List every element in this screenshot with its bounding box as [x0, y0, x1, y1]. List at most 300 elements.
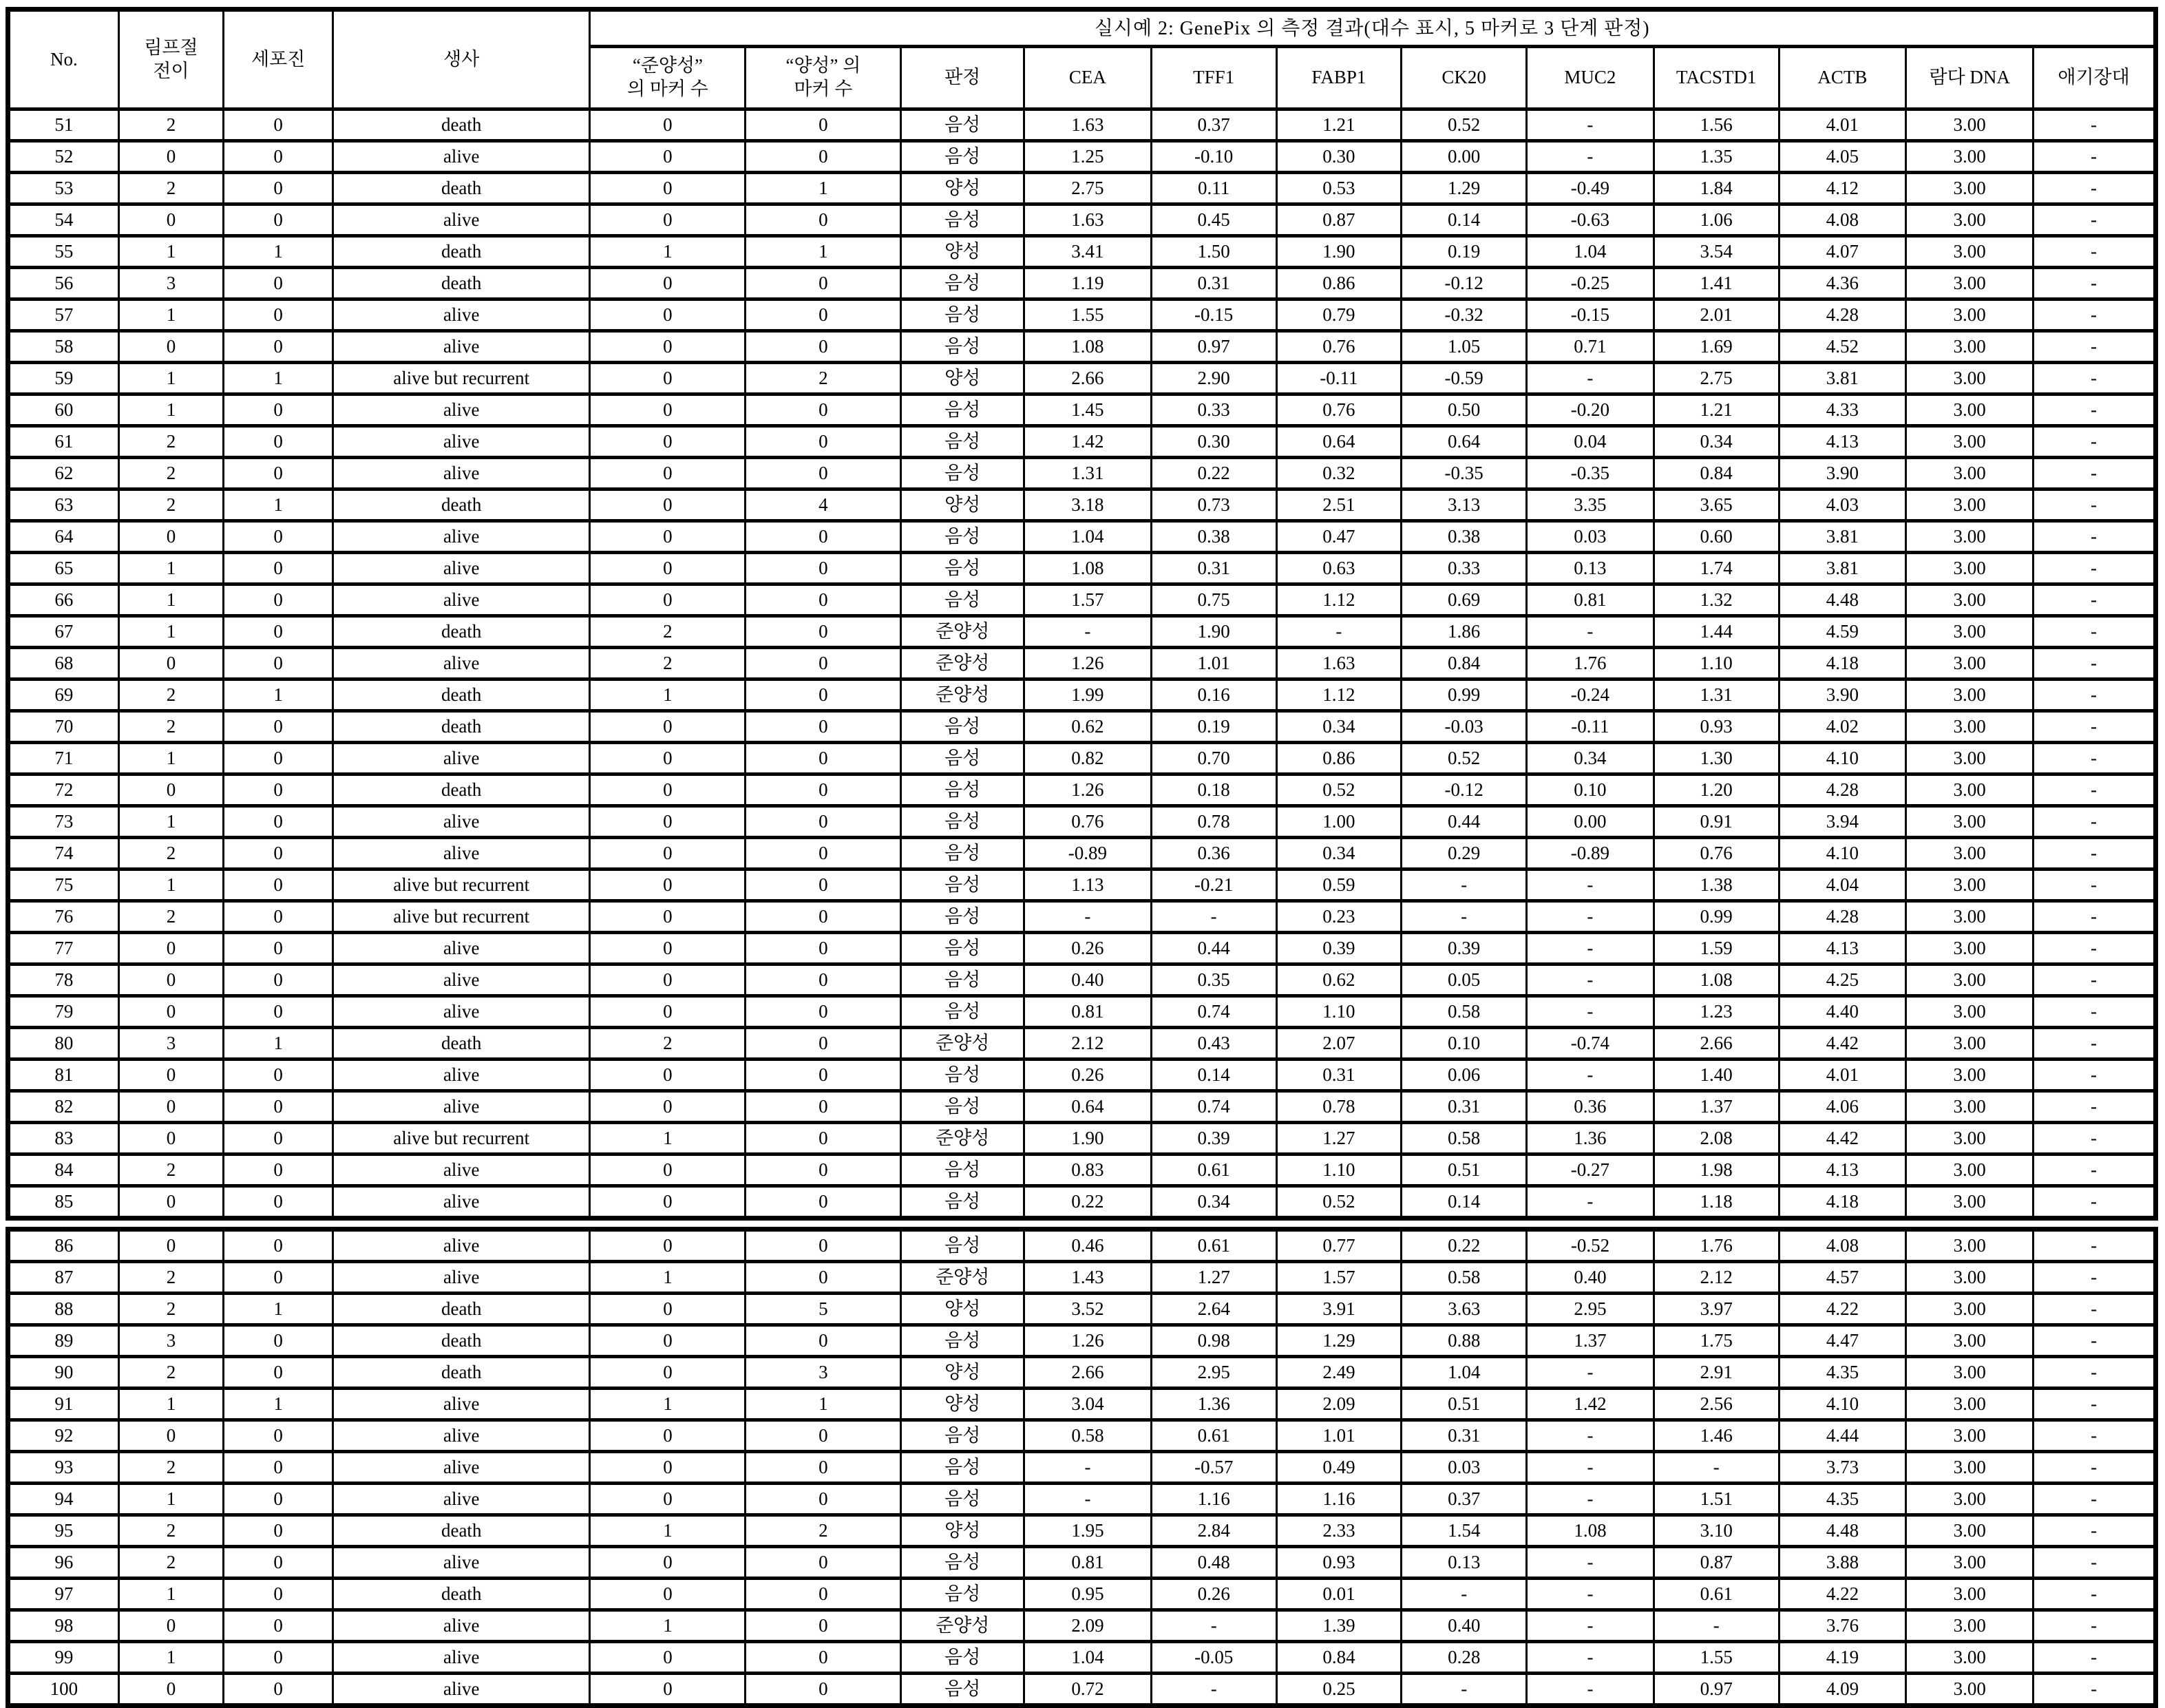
cell-fabp1: 0.01	[1276, 1579, 1402, 1610]
cell-survival: alive	[332, 1230, 590, 1262]
cell-semi_marker: 0	[590, 743, 746, 774]
cell-survival: alive	[332, 1059, 590, 1091]
cell-pos_marker: 0	[746, 426, 901, 458]
cell-no: 76	[8, 901, 119, 933]
cell-pos_marker: 0	[746, 584, 901, 616]
column-header-semipositive-marker-count: “준양성” 의 마커 수	[590, 47, 746, 109]
cell-arabidopsis: -	[2034, 1091, 2156, 1123]
cell-lambda_dna: 3.00	[1906, 1325, 2034, 1357]
cell-cea: 1.26	[1024, 1325, 1152, 1357]
cell-survival: death	[332, 236, 590, 268]
cell-arabidopsis: -	[2034, 1123, 2156, 1155]
cell-tff1: -0.21	[1151, 869, 1276, 901]
cell-arabidopsis: -	[2034, 458, 2156, 489]
cell-pos_marker: 0	[746, 679, 901, 711]
cell-actb: 4.05	[1779, 141, 1906, 173]
cell-lymph: 2	[118, 173, 224, 204]
cell-lambda_dna: 3.00	[1906, 553, 2034, 584]
cell-tacstd1: 2.75	[1654, 363, 1779, 394]
cell-cytology: 0	[224, 1123, 333, 1155]
cell-judgment: 준양성	[901, 616, 1024, 648]
table-row	[8, 1091, 2156, 1123]
cell-actb: 4.04	[1779, 869, 1906, 901]
cell-fabp1: 0.86	[1276, 268, 1402, 299]
cell-fabp1: 0.78	[1276, 1091, 1402, 1123]
cell-judgment: 음성	[901, 584, 1024, 616]
cell-ck20: -	[1402, 869, 1527, 901]
cell-ck20: 0.33	[1402, 553, 1527, 584]
cell-fabp1: 2.33	[1276, 1515, 1402, 1547]
cell-no: 82	[8, 1091, 119, 1123]
cell-survival: alive	[332, 141, 590, 173]
cell-tff1: 0.22	[1151, 458, 1276, 489]
cell-judgment: 준양성	[901, 648, 1024, 679]
cell-ck20: 0.03	[1402, 1452, 1527, 1484]
cell-lambda_dna: 3.00	[1906, 1420, 2034, 1452]
cell-fabp1: 0.34	[1276, 838, 1402, 869]
cell-semi_marker: 0	[590, 901, 746, 933]
cell-arabidopsis: -	[2034, 173, 2156, 204]
table-row	[8, 1547, 2156, 1579]
cell-no: 97	[8, 1579, 119, 1610]
cell-fabp1: 0.76	[1276, 331, 1402, 363]
cell-tff1: 0.30	[1151, 426, 1276, 458]
cell-survival: death	[332, 1325, 590, 1357]
cell-semi_marker: 0	[590, 141, 746, 173]
cell-muc2: 1.04	[1527, 236, 1654, 268]
cell-ck20: 0.84	[1402, 648, 1527, 679]
cell-lambda_dna: 3.00	[1906, 236, 2034, 268]
table-row	[8, 141, 2156, 173]
cell-semi_marker: 0	[590, 1452, 746, 1484]
cell-tacstd1: 1.55	[1654, 1642, 1779, 1674]
results-table-section-1	[6, 7, 2158, 1221]
cell-tacstd1: 0.84	[1654, 458, 1779, 489]
cell-ck20: 0.99	[1402, 679, 1527, 711]
cell-lambda_dna: 3.00	[1906, 1452, 2034, 1484]
cell-actb: 4.12	[1779, 173, 1906, 204]
cell-tacstd1: 2.66	[1654, 1028, 1779, 1059]
cell-survival: alive	[332, 584, 590, 616]
cell-tacstd1: 2.91	[1654, 1357, 1779, 1389]
cell-actb: 4.48	[1779, 584, 1906, 616]
cell-muc2: -0.49	[1527, 173, 1654, 204]
cell-actb: 4.01	[1779, 109, 1906, 141]
cell-fabp1: 1.01	[1276, 1420, 1402, 1452]
cell-lambda_dna: 3.00	[1906, 1294, 2034, 1325]
cell-judgment: 음성	[901, 1186, 1024, 1219]
cell-ck20: 0.51	[1402, 1155, 1527, 1186]
cell-actb: 3.76	[1779, 1610, 1906, 1642]
cell-tff1: 2.95	[1151, 1357, 1276, 1389]
cell-survival: death	[332, 616, 590, 648]
cell-muc2: -0.24	[1527, 679, 1654, 711]
cell-semi_marker: 0	[590, 996, 746, 1028]
column-header-tff1: TFF1	[1151, 47, 1276, 109]
column-header-tacstd1: TACSTD1	[1654, 47, 1779, 109]
table-row	[8, 204, 2156, 236]
cell-tacstd1: 2.08	[1654, 1123, 1779, 1155]
cell-cea: 1.99	[1024, 679, 1152, 711]
cell-arabidopsis: -	[2034, 1028, 2156, 1059]
cell-no: 84	[8, 1155, 119, 1186]
cell-pos_marker: 0	[746, 458, 901, 489]
cell-ck20: 0.00	[1402, 141, 1527, 173]
cell-judgment: 준양성	[901, 1610, 1024, 1642]
cell-pos_marker: 0	[746, 711, 901, 743]
cell-no: 67	[8, 616, 119, 648]
cell-no: 81	[8, 1059, 119, 1091]
cell-judgment: 준양성	[901, 1123, 1024, 1155]
cell-cea: 1.63	[1024, 204, 1152, 236]
cell-tacstd1: 1.21	[1654, 394, 1779, 426]
cell-arabidopsis: -	[2034, 838, 2156, 869]
cell-pos_marker: 0	[746, 204, 901, 236]
cell-muc2: -0.35	[1527, 458, 1654, 489]
cell-ck20: 0.22	[1402, 1230, 1527, 1262]
table-row	[8, 1155, 2156, 1186]
cell-no: 57	[8, 299, 119, 331]
cell-judgment: 음성	[901, 711, 1024, 743]
cell-muc2: -	[1527, 1357, 1654, 1389]
cell-actb: 4.06	[1779, 1091, 1906, 1123]
cell-tff1: -0.10	[1151, 141, 1276, 173]
cell-judgment: 음성	[901, 901, 1024, 933]
cell-fabp1: 2.09	[1276, 1389, 1402, 1420]
cell-no: 60	[8, 394, 119, 426]
cell-ck20: -	[1402, 1674, 1527, 1706]
cell-muc2: -0.52	[1527, 1230, 1654, 1262]
cell-judgment: 양성	[901, 363, 1024, 394]
cell-survival: alive but recurrent	[332, 869, 590, 901]
cell-ck20: 1.05	[1402, 331, 1527, 363]
cell-tacstd1: 3.65	[1654, 489, 1779, 521]
cell-lymph: 0	[118, 1420, 224, 1452]
cell-lymph: 0	[118, 1059, 224, 1091]
cell-fabp1: -0.11	[1276, 363, 1402, 394]
table-row	[8, 1515, 2156, 1547]
cell-ck20: 0.13	[1402, 1547, 1527, 1579]
cell-semi_marker: 0	[590, 1484, 746, 1515]
cell-no: 93	[8, 1452, 119, 1484]
cell-cytology: 0	[224, 521, 333, 553]
cell-lymph: 0	[118, 521, 224, 553]
cell-tff1: 0.98	[1151, 1325, 1276, 1357]
cell-actb: 4.44	[1779, 1420, 1906, 1452]
cell-lymph: 0	[118, 1091, 224, 1123]
cell-no: 68	[8, 648, 119, 679]
cell-survival: alive	[332, 1091, 590, 1123]
cell-arabidopsis: -	[2034, 1610, 2156, 1642]
cell-actb: 4.19	[1779, 1642, 1906, 1674]
table-row	[8, 1674, 2156, 1706]
cell-no: 58	[8, 331, 119, 363]
cell-lymph: 1	[118, 553, 224, 584]
cell-tacstd1: 3.10	[1654, 1515, 1779, 1547]
column-header-lymph-node-metastasis: 림프절 전이	[118, 10, 224, 109]
cell-muc2: -0.20	[1527, 394, 1654, 426]
cell-pos_marker: 0	[746, 1547, 901, 1579]
cell-lambda_dna: 3.00	[1906, 331, 2034, 363]
cell-ck20: 0.50	[1402, 394, 1527, 426]
cell-arabidopsis: -	[2034, 204, 2156, 236]
cell-arabidopsis: -	[2034, 521, 2156, 553]
cell-fabp1: 0.25	[1276, 1674, 1402, 1706]
cell-tacstd1: -	[1654, 1452, 1779, 1484]
cell-muc2: -0.25	[1527, 268, 1654, 299]
cell-tacstd1: 0.91	[1654, 806, 1779, 838]
cell-cytology: 1	[224, 363, 333, 394]
cell-pos_marker: 2	[746, 363, 901, 394]
cell-semi_marker: 1	[590, 1389, 746, 1420]
cell-lymph: 2	[118, 1357, 224, 1389]
cell-cytology: 0	[224, 458, 333, 489]
cell-cea: 1.08	[1024, 331, 1152, 363]
cell-tacstd1: 1.40	[1654, 1059, 1779, 1091]
cell-arabidopsis: -	[2034, 1059, 2156, 1091]
cell-tacstd1: 1.44	[1654, 616, 1779, 648]
cell-survival: alive	[332, 426, 590, 458]
cell-cytology: 0	[224, 299, 333, 331]
cell-muc2: 0.81	[1527, 584, 1654, 616]
cell-tff1: -	[1151, 1610, 1276, 1642]
cell-tacstd1: 1.46	[1654, 1420, 1779, 1452]
cell-no: 77	[8, 933, 119, 964]
cell-cea: 0.81	[1024, 1547, 1152, 1579]
cell-tacstd1: 0.60	[1654, 521, 1779, 553]
cell-ck20: 0.06	[1402, 1059, 1527, 1091]
cell-judgment: 음성	[901, 1547, 1024, 1579]
cell-tff1: 0.16	[1151, 679, 1276, 711]
cell-lambda_dna: 3.00	[1906, 901, 2034, 933]
table-row	[8, 1579, 2156, 1610]
cell-arabidopsis: -	[2034, 1420, 2156, 1452]
cell-arabidopsis: -	[2034, 1547, 2156, 1579]
cell-lambda_dna: 3.00	[1906, 806, 2034, 838]
cell-actb: 4.10	[1779, 743, 1906, 774]
cell-no: 94	[8, 1484, 119, 1515]
cell-lambda_dna: 3.00	[1906, 616, 2034, 648]
cell-semi_marker: 0	[590, 553, 746, 584]
cell-fabp1: 1.10	[1276, 1155, 1402, 1186]
cell-muc2: -	[1527, 363, 1654, 394]
cell-muc2: 1.08	[1527, 1515, 1654, 1547]
cell-tff1: 0.36	[1151, 838, 1276, 869]
cell-muc2: -	[1527, 1579, 1654, 1610]
cell-no: 98	[8, 1610, 119, 1642]
cell-pos_marker: 0	[746, 394, 901, 426]
cell-survival: alive	[332, 1420, 590, 1452]
cell-semi_marker: 0	[590, 489, 746, 521]
cell-semi_marker: 0	[590, 1059, 746, 1091]
cell-judgment: 음성	[901, 521, 1024, 553]
cell-pos_marker: 0	[746, 109, 901, 141]
cell-muc2: -0.74	[1527, 1028, 1654, 1059]
cell-no: 62	[8, 458, 119, 489]
cell-judgment: 양성	[901, 173, 1024, 204]
cell-pos_marker: 5	[746, 1294, 901, 1325]
cell-no: 53	[8, 173, 119, 204]
cell-muc2: -	[1527, 1059, 1654, 1091]
table-row	[8, 1642, 2156, 1674]
cell-arabidopsis: -	[2034, 1389, 2156, 1420]
cell-fabp1: 2.07	[1276, 1028, 1402, 1059]
cell-pos_marker: 0	[746, 521, 901, 553]
cell-cytology: 0	[224, 109, 333, 141]
cell-ck20: 3.63	[1402, 1294, 1527, 1325]
cell-semi_marker: 0	[590, 331, 746, 363]
cell-survival: death	[332, 489, 590, 521]
cell-muc2: 0.00	[1527, 806, 1654, 838]
cell-cea: 0.26	[1024, 1059, 1152, 1091]
cell-semi_marker: 0	[590, 394, 746, 426]
cell-arabidopsis: -	[2034, 1579, 2156, 1610]
cell-survival: alive but recurrent	[332, 1123, 590, 1155]
cell-muc2: 0.13	[1527, 553, 1654, 584]
cell-tff1: 0.61	[1151, 1230, 1276, 1262]
cell-lambda_dna: 3.00	[1906, 1262, 2034, 1294]
cell-survival: death	[332, 1579, 590, 1610]
cell-muc2: 0.36	[1527, 1091, 1654, 1123]
cell-semi_marker: 1	[590, 1123, 746, 1155]
cell-muc2: 0.10	[1527, 774, 1654, 806]
cell-lambda_dna: 3.00	[1906, 521, 2034, 553]
cell-ck20: 1.54	[1402, 1515, 1527, 1547]
cell-fabp1: 0.32	[1276, 458, 1402, 489]
cell-arabidopsis: -	[2034, 553, 2156, 584]
cell-cytology: 0	[224, 1579, 333, 1610]
cell-cea: 0.22	[1024, 1186, 1152, 1219]
cell-cea: 1.31	[1024, 458, 1152, 489]
cell-cea: 3.41	[1024, 236, 1152, 268]
cell-lambda_dna: 3.00	[1906, 1028, 2034, 1059]
cell-cytology: 0	[224, 1674, 333, 1706]
cell-ck20: 0.58	[1402, 1262, 1527, 1294]
cell-tff1: 1.36	[1151, 1389, 1276, 1420]
cell-cea: 1.08	[1024, 553, 1152, 584]
cell-lymph: 0	[118, 1610, 224, 1642]
table-row	[8, 933, 2156, 964]
cell-pos_marker: 0	[746, 1674, 901, 1706]
cell-cytology: 0	[224, 204, 333, 236]
cell-judgment: 음성	[901, 1059, 1024, 1091]
cell-tacstd1: 3.54	[1654, 236, 1779, 268]
cell-lambda_dna: 3.00	[1906, 426, 2034, 458]
cell-arabidopsis: -	[2034, 648, 2156, 679]
cell-arabidopsis: -	[2034, 1262, 2156, 1294]
cell-tff1: 1.01	[1151, 648, 1276, 679]
cell-actb: 3.81	[1779, 363, 1906, 394]
table-row	[8, 268, 2156, 299]
cell-tacstd1: 1.51	[1654, 1484, 1779, 1515]
cell-tff1: -	[1151, 901, 1276, 933]
cell-survival: death	[332, 268, 590, 299]
cell-cytology: 0	[224, 1420, 333, 1452]
cell-judgment: 음성	[901, 109, 1024, 141]
cell-judgment: 양성	[901, 1515, 1024, 1547]
table-row	[8, 1484, 2156, 1515]
cell-tacstd1: 0.97	[1654, 1674, 1779, 1706]
column-header-no: No.	[8, 10, 119, 109]
cell-pos_marker: 0	[746, 141, 901, 173]
cell-muc2: -	[1527, 901, 1654, 933]
cell-ck20: -0.59	[1402, 363, 1527, 394]
cell-survival: alive	[332, 806, 590, 838]
cell-cea: 2.66	[1024, 1357, 1152, 1389]
cell-cea: 0.82	[1024, 743, 1152, 774]
cell-lymph: 3	[118, 268, 224, 299]
cell-actb: 4.40	[1779, 996, 1906, 1028]
cell-pos_marker: 0	[746, 1579, 901, 1610]
cell-lambda_dna: 3.00	[1906, 774, 2034, 806]
column-header-fabp1: FABP1	[1276, 47, 1402, 109]
cell-lambda_dna: 3.00	[1906, 1515, 2034, 1547]
cell-ck20: -0.12	[1402, 774, 1527, 806]
cell-cytology: 0	[224, 1610, 333, 1642]
cell-lymph: 0	[118, 1186, 224, 1219]
cell-no: 54	[8, 204, 119, 236]
cell-actb: 4.35	[1779, 1484, 1906, 1515]
cell-tacstd1: 2.12	[1654, 1262, 1779, 1294]
cell-cea: 1.19	[1024, 268, 1152, 299]
table-body-rows-51-85	[8, 109, 2156, 1219]
cell-tacstd1: 1.30	[1654, 743, 1779, 774]
table-row	[8, 901, 2156, 933]
cell-tacstd1: 2.01	[1654, 299, 1779, 331]
table-row	[8, 996, 2156, 1028]
cell-cytology: 0	[224, 173, 333, 204]
cell-pos_marker: 0	[746, 1420, 901, 1452]
table-row	[8, 964, 2156, 996]
cell-ck20: 0.40	[1402, 1610, 1527, 1642]
cell-muc2: 0.71	[1527, 331, 1654, 363]
cell-cytology: 0	[224, 838, 333, 869]
cell-tacstd1: 1.35	[1654, 141, 1779, 173]
cell-tff1: 0.38	[1151, 521, 1276, 553]
cell-fabp1: 1.00	[1276, 806, 1402, 838]
cell-muc2: -	[1527, 996, 1654, 1028]
cell-lymph: 1	[118, 1389, 224, 1420]
cell-judgment: 음성	[901, 553, 1024, 584]
cell-survival: death	[332, 109, 590, 141]
column-header-cea: CEA	[1024, 47, 1152, 109]
cell-cytology: 0	[224, 1059, 333, 1091]
cell-fabp1: 0.77	[1276, 1230, 1402, 1262]
cell-cea: 0.58	[1024, 1420, 1152, 1452]
cell-lambda_dna: 3.00	[1906, 458, 2034, 489]
cell-arabidopsis: -	[2034, 1674, 2156, 1706]
cell-survival: alive	[332, 743, 590, 774]
cell-arabidopsis: -	[2034, 1230, 2156, 1262]
cell-tff1: 0.31	[1151, 553, 1276, 584]
cell-ck20: 0.52	[1402, 743, 1527, 774]
cell-semi_marker: 0	[590, 1420, 746, 1452]
cell-ck20: -0.03	[1402, 711, 1527, 743]
cell-pos_marker: 0	[746, 1155, 901, 1186]
cell-pos_marker: 0	[746, 553, 901, 584]
cell-tff1: 0.34	[1151, 1186, 1276, 1219]
cell-lymph: 2	[118, 489, 224, 521]
cell-semi_marker: 0	[590, 268, 746, 299]
cell-pos_marker: 3	[746, 1357, 901, 1389]
cell-lambda_dna: 3.00	[1906, 838, 2034, 869]
cell-ck20: 0.39	[1402, 933, 1527, 964]
cell-actb: 4.36	[1779, 268, 1906, 299]
cell-cea: -	[1024, 616, 1152, 648]
cell-judgment: 음성	[901, 1452, 1024, 1484]
cell-cytology: 0	[224, 743, 333, 774]
cell-arabidopsis: -	[2034, 584, 2156, 616]
